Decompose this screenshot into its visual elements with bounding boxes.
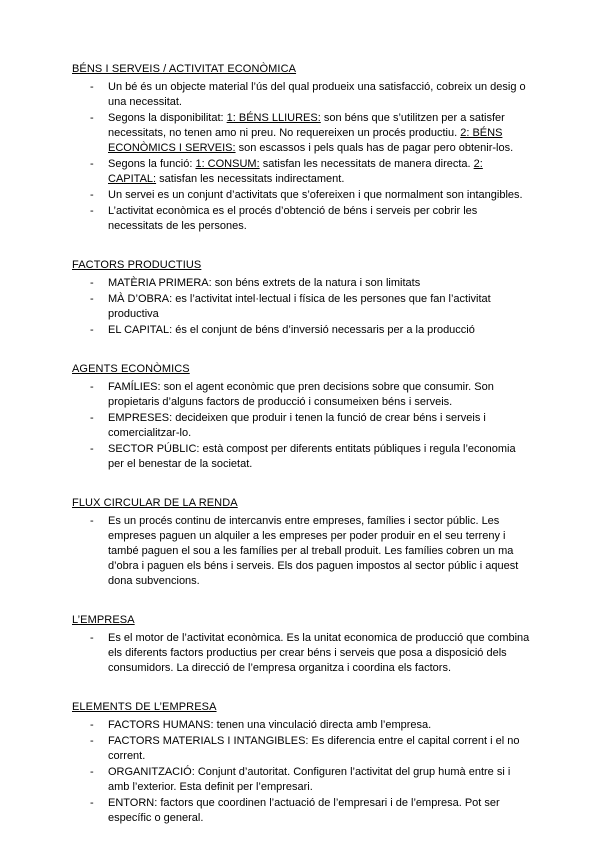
bullet-text (108, 380, 530, 410)
bullet-list (72, 631, 530, 676)
text-segment: Es el motor de l’activitat econòmica. Es la unitat economica de producció que combina els diferents factors productius per crear béns i serveis que posa a disposició dels consumidors. La direcció de l’empresa organitza i coordina els factors. (108, 632, 530, 674)
bullet-item (72, 204, 530, 234)
bullet-item (72, 188, 530, 203)
document-section (72, 258, 530, 338)
text-segment: FACTORS HUMANS: tenen una vinculació directa amb l’empresa. (108, 719, 432, 731)
bullet-dash: - (90, 735, 94, 747)
document-section (72, 613, 530, 676)
text-segment: Un servei es un conjunt d’activitats que s’ofereixen i que normalment son intangibles. (108, 189, 523, 201)
bullet-text (108, 188, 530, 203)
bullet-dash: - (90, 158, 94, 170)
text-segment: EMPRESES: decideixen que produir i tenen la funció de crear béns i serveis i comercialitzar-lo. (108, 412, 486, 439)
document-section (72, 362, 530, 472)
bullet-text (108, 411, 530, 441)
bullet-item (72, 718, 530, 733)
bullet-list (72, 80, 530, 234)
document-section (72, 700, 530, 826)
bullet-text (108, 157, 530, 187)
bullet-text (108, 734, 530, 764)
bullet-dash: - (90, 324, 94, 336)
bullet-dash: - (90, 719, 94, 731)
document-section (72, 496, 530, 589)
text-segment: Segons la funció: (108, 158, 196, 170)
bullet-dash: - (90, 189, 94, 201)
bullet-item (72, 157, 530, 187)
text-segment: FACTORS MATERIALS I INTANGIBLES: Es diferencia entre el capital corrent i el no corrent. (108, 735, 520, 762)
section-heading: FACTORS PRODUCTIUS (72, 259, 202, 271)
bullet-dash: - (90, 443, 94, 455)
bullet-dash: - (90, 766, 94, 778)
text-segment: satisfan les necessitats indirectament. (156, 173, 345, 185)
bullet-dash: - (90, 293, 94, 305)
bullet-text (108, 765, 530, 795)
bullet-dash: - (90, 277, 94, 289)
section-heading: L’EMPRESA (72, 614, 135, 626)
bullet-item (72, 411, 530, 441)
underlined-text-segment: 2: BÉNS ECONÒMICS I SERVEIS: (108, 127, 503, 154)
text-segment: ENTORN: factors que coordinen l’actuació de l’empresari i de l’empresa. Pot ser específic o general. (108, 797, 500, 824)
underlined-text-segment: 1: CONSUM: (195, 158, 260, 170)
bullet-item (72, 796, 530, 826)
bullet-dash: - (90, 112, 94, 124)
text-segment: Un bé és un objecte material l’ús del qual produeix una satisfacció, cobreix un desig o una necessitat. (108, 81, 526, 108)
bullet-item (72, 323, 530, 338)
bullet-dash: - (90, 381, 94, 393)
bullet-text (108, 442, 530, 472)
bullet-text (108, 204, 530, 234)
bullet-list (72, 718, 530, 826)
bullet-text (108, 292, 530, 322)
bullet-list (72, 276, 530, 338)
bullet-text (108, 276, 530, 291)
bullet-item (72, 442, 530, 472)
text-segment: SECTOR PÚBLIC: està compost per diferents entitats públiques i regula l’economia per el benestar de la societat. (108, 443, 516, 470)
bullet-text (108, 514, 530, 589)
text-segment: son béns que s’utilitzen per a satisfer necessitats, no tenen amo ni preu. No requereixen un procés productiu. (108, 112, 505, 139)
bullet-list (72, 380, 530, 472)
section-heading: BÉNS I SERVEIS / ACTIVITAT ECONÒMICA (72, 63, 297, 75)
section-heading: FLUX CIRCULAR DE LA RENDA (72, 497, 238, 509)
text-segment: L’activitat econòmica es el procés d’obtenció de béns i serveis per cobrir les necessitats de les persones. (108, 205, 478, 232)
text-segment: MATÈRIA PRIMERA: son béns extrets de la natura i son limitats (108, 277, 421, 289)
text-segment: satisfan les necessitats de manera directa. (259, 158, 474, 170)
bullet-item (72, 514, 530, 589)
bullet-text (108, 80, 530, 110)
bullet-item (72, 734, 530, 764)
text-segment: Es un procés continu de intercanvis entre empreses, famílies i sector públic. Les empreses paguen un alquiler a les empreses per poder produir en el seu terreny i també paguen el sou a les famílies per al treball produit. Les famílies cobren un ma d’obra i paguen els béns i serveis. Els dos paguen impostos al sector públic i aquest dona subvencions. (108, 515, 519, 587)
bullet-item (72, 765, 530, 795)
bullet-item (72, 111, 530, 156)
bullet-text (108, 718, 530, 733)
text-segment: EL CAPITAL: és el conjunt de béns d’inversió necessaris per a la producció (108, 324, 475, 336)
text-segment: son escassos i pels quals has de pagar pero obtenir-los. (235, 142, 514, 154)
underlined-text-segment: 2: CAPITAL: (108, 158, 483, 185)
bullet-dash: - (90, 205, 94, 217)
bullet-dash: - (90, 632, 94, 644)
bullet-item (72, 80, 530, 110)
underlined-text-segment: 1: BÉNS LLIURES: (226, 112, 321, 124)
text-segment: Segons la disponibilitat: (108, 112, 227, 124)
text-segment: ORGANITZACIÓ: Conjunt d’autoritat. Configuren l’activitat del grup humà entre si i amb l’exterior. Esta definit per l’empresari. (108, 766, 511, 793)
bullet-dash: - (90, 797, 94, 809)
bullet-item (72, 631, 530, 676)
bullet-item (72, 276, 530, 291)
bullet-text (108, 796, 530, 826)
text-segment: MÀ D’OBRA: es l’activitat intel·lectual i física de les persones que fan l’activitat productiva (108, 293, 491, 320)
bullet-dash: - (90, 412, 94, 424)
bullet-text (108, 323, 530, 338)
bullet-text (108, 631, 530, 676)
bullet-item (72, 292, 530, 322)
document-section (72, 62, 530, 234)
bullet-dash: - (90, 81, 94, 93)
bullet-list (72, 514, 530, 589)
section-heading: ELEMENTS DE L’EMPRESA (72, 701, 217, 713)
bullet-text (108, 111, 530, 156)
bullet-item (72, 380, 530, 410)
section-heading: AGENTS ECONÒMICS (72, 363, 190, 375)
text-segment: FAMÍLIES: son el agent econòmic que pren decisions sobre que consumir. Son propietaris d’alguns factors de producció i consumeixen béns i serveis. (108, 381, 494, 408)
bullet-dash: - (90, 515, 94, 527)
